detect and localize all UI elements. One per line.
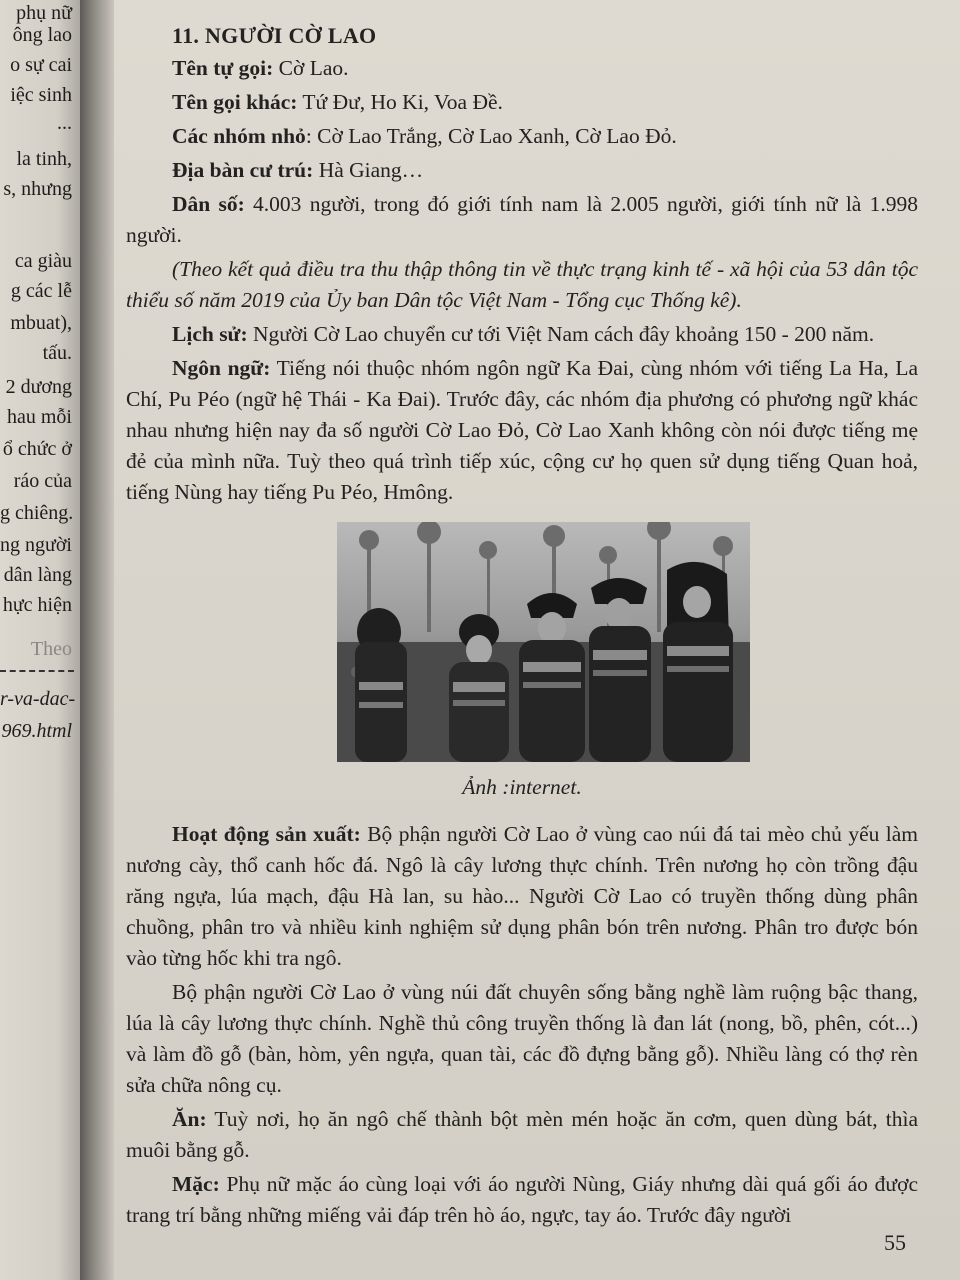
- field-label: Tên gọi khác:: [172, 90, 298, 114]
- left-text-fragment: hực hiện: [2, 594, 72, 616]
- clothing-text: Phụ nữ mặc áo cùng loại với áo người Nùng, Giáy nhưng dài quá gối áo được trang trí bằng những miếng vải đáp trên hò áo, ngực, tay áo. Trước đây người: [126, 1172, 918, 1227]
- production-paragraph-2: Bộ phận người Cờ Lao ở vùng núi đất chuyên sống bằng nghề làm ruộng bậc thang, lúa là cây lương thực chính. Nghề thủ công truyền thống là đan lát (nong, bồ, phên, cót...) và làm đồ gỗ (bàn, hòm, yên ngựa, quan tài, các đồ đựng bằng gỗ). Nhiều làng có thợ rèn sửa chữa nông cụ.: [126, 980, 918, 1097]
- food-label: Ăn:: [172, 1107, 207, 1131]
- field-population: [126, 189, 918, 251]
- left-text-fragment: g chiêng.: [0, 502, 74, 524]
- left-text-fragment: hau mỗi: [7, 406, 72, 428]
- field-subgroups: [126, 121, 918, 152]
- field-value: Tứ Đư, Ho Ki, Voa Đề.: [297, 90, 503, 114]
- field-label: Địa bàn cư trú:: [172, 158, 314, 182]
- section-title: 11. NGƯỜI CỜ LAO: [172, 23, 377, 48]
- left-text-fragment: s, nhưng: [3, 178, 72, 200]
- field-value: Hà Giang…: [313, 158, 424, 182]
- book-page: [114, 0, 960, 1280]
- history-label: Lịch sử:: [172, 322, 248, 346]
- photo-women-in-field: [337, 522, 750, 762]
- photo-image: [337, 522, 750, 762]
- field-value: Cờ Lao.: [273, 56, 349, 80]
- language-paragraph: [126, 353, 918, 508]
- language-label: Ngôn ngữ:: [172, 356, 271, 380]
- left-text-fragment: dân làng: [3, 564, 72, 586]
- food-text: Tuỳ nơi, họ ăn ngô chế thành bột mèn mén hoặc ăn cơm, quen dùng bát, thìa muôi bằng gỗ.: [126, 1107, 918, 1162]
- left-text-fragment: iệc sinh: [10, 84, 72, 106]
- left-text-fragment: phụ nữ: [16, 2, 72, 24]
- field-self-name: [126, 53, 918, 84]
- page-number: 55: [884, 1230, 906, 1255]
- photo-caption: Ảnh :internet.: [462, 775, 582, 799]
- production-text: Bộ phận người Cờ Lao ở vùng cao núi đá tai mèo chủ yếu làm nương cày, thổ canh hốc đá. Ngô là cây lương thực chính. Trên nương họ còn trồng đậu răng ngựa, lúa mạch, đậu Hà lan, su hào... Người Cờ Lao có truyền thống dùng phân chuồng, phân tro và nhiều kinh nghiệm sử dụng phân bón trên nương. Phân tro được bón vào từng hốc khi tra ngô.: [126, 822, 918, 970]
- history-text: Người Cờ Lao chuyển cư tới Việt Nam cách đây khoảng 150 - 200 năm.: [247, 322, 875, 346]
- left-text-fragment: la tinh,: [16, 148, 72, 170]
- left-text-fragment: ráo của: [13, 470, 72, 492]
- left-text-fragment: r-va-dac-: [0, 688, 76, 710]
- left-text-fragment: ổ chức ở: [2, 438, 72, 460]
- field-value: : Cờ Lao Trắng, Cờ Lao Xanh, Cờ Lao Đỏ.: [305, 124, 677, 148]
- production-paragraph: [126, 819, 918, 974]
- book-gutter: [80, 0, 116, 1280]
- clothing-paragraph: [126, 1169, 918, 1231]
- field-label: Tên tự gọi:: [172, 56, 274, 80]
- left-text-fragment: ng người: [0, 534, 72, 556]
- left-text-fragment: mbuat),: [10, 312, 72, 334]
- left-text-fragment: ...: [57, 112, 72, 134]
- language-text: Tiếng nói thuộc nhóm ngôn ngữ Ka Đai, cùng nhóm với tiếng La Ha, La Chí, Pu Péo (ngữ hệ Thái - Ka Đai). Trước đây, các nhóm địa phương có phương ngữ khác nhau nhưng hiện nay đa số người Cờ Lao Đỏ, Cờ Lao Xanh không còn nói được tiếng mẹ đẻ của mình nữa. Tuỳ theo quá trình tiếp xúc, cộng cư họ quen sử dụng tiếng Quan hoả, tiếng Nùng hay tiếng Pu Péo, Hmông.: [126, 356, 918, 504]
- field-label: Các nhóm nhỏ: [172, 124, 306, 148]
- left-text-fragment: tấu.: [42, 342, 72, 364]
- production-label: Hoạt động sản xuất:: [172, 822, 361, 846]
- left-text-fragment: ông lao: [12, 24, 72, 46]
- field-other-names: [126, 87, 918, 118]
- left-text-fragment: 969.html: [1, 720, 72, 742]
- clothing-label: Mặc:: [172, 1172, 220, 1196]
- field-residence: [126, 155, 918, 186]
- left-facing-page: [0, 0, 82, 1280]
- left-text-fragment: 2 dương: [5, 376, 72, 398]
- field-label: Dân số:: [172, 192, 245, 216]
- field-value: 4.003 người, trong đó giới tính nam là 2.005 người, giới tính nữ là 1.998 người.: [126, 192, 918, 247]
- left-text-fragment: Theo: [30, 638, 72, 660]
- left-text-fragment: ca giàu: [14, 250, 72, 272]
- page-content: [126, 20, 918, 1234]
- food-paragraph: [126, 1104, 918, 1166]
- left-text-fragment: o sự cai: [10, 54, 72, 76]
- left-text-fragment: g các lễ: [10, 280, 72, 302]
- left-dashed-rule: [0, 670, 74, 672]
- source-note: (Theo kết quả điều tra thu thập thông tin về thực trạng kinh tế - xã hội của 53 dân tộc thiểu số năm 2019 của Ủy ban Dân tộc Việt Nam - Tổng cục Thống kê).: [126, 257, 918, 312]
- history-paragraph: [126, 319, 918, 350]
